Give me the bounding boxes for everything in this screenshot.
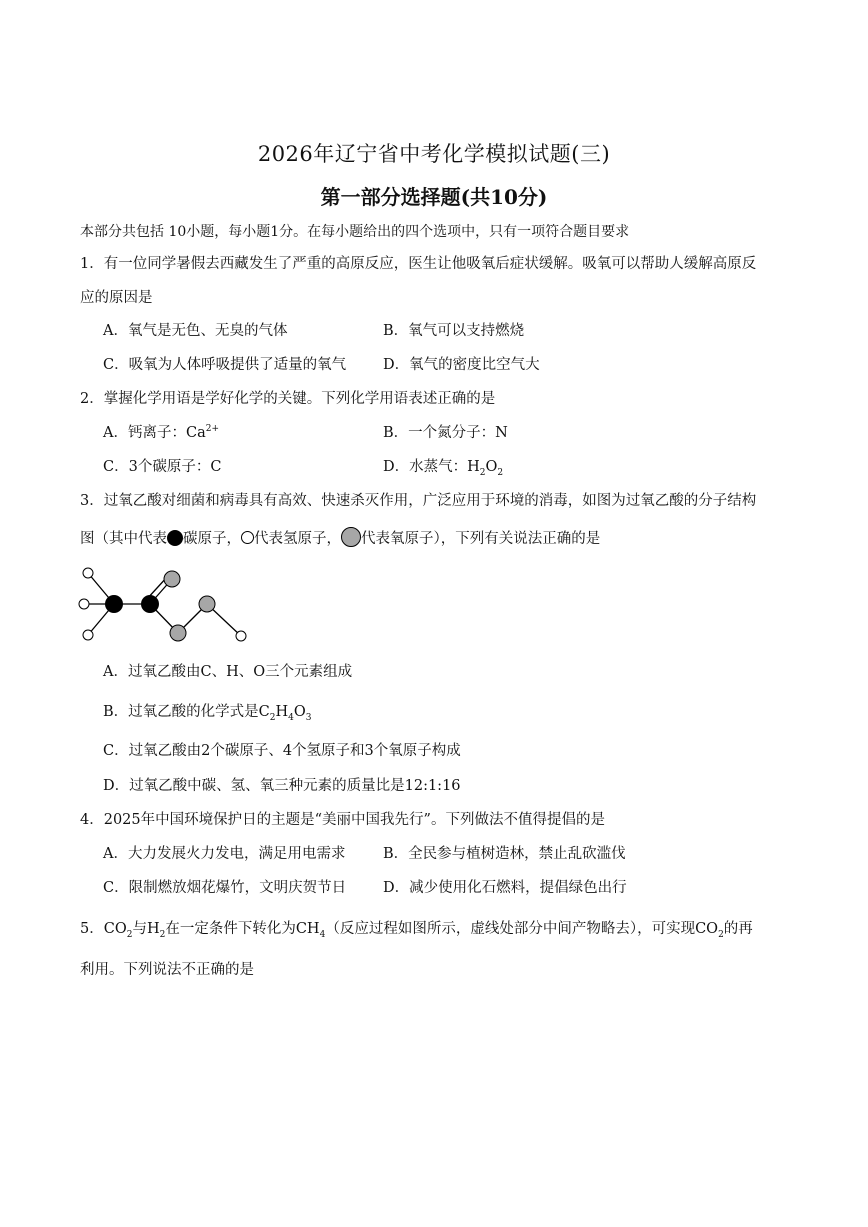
q3-option-b-sub2: 4 [288, 712, 294, 723]
carbon-atom [105, 595, 123, 613]
q1-option-a: A．氧气是无色、无臭的气体 [103, 323, 288, 339]
q4-option-a: A．大力发展火力发电，满足用电需求 [103, 846, 346, 862]
peracetic-acid-molecule-diagram [74, 566, 254, 648]
q3-option-d: D．过氧乙酸中碳、氢、氧三种元素的质量比是12:1:16 [103, 778, 461, 794]
q5-part1: 5．CO [80, 921, 127, 937]
q5-stem-line2: 利用。下列说法不正确的是 [80, 962, 254, 978]
q5-sub3: 4 [319, 929, 326, 940]
q5-part2: 与H [132, 921, 160, 937]
q3-stem-part2: 碳原子， [183, 531, 241, 547]
q1-option-b: B．氧气可以支持燃烧 [383, 323, 525, 339]
q5-sub4: 2 [718, 929, 724, 940]
oxygen-atom [199, 596, 215, 612]
q3-option-b-text: B．过氧乙酸的化学式是C [103, 704, 270, 720]
q3-option-c: C．过氧乙酸由2个碳原子、4个氢原子和3个氧原子构成 [103, 743, 461, 759]
q5-part5: 的再 [723, 921, 753, 937]
q1-option-c: C．吸氧为人体呼吸提供了适量的氧气 [103, 357, 347, 373]
oxygen-atom [164, 571, 180, 587]
q3-option-b-sub3: 3 [305, 712, 312, 723]
q1-stem-line1: 1．有一位同学暑假去西藏发生了严重的高原反应，医生让他吸氧后症状缓解。吸氧可以帮助人缓解高原反 [80, 256, 757, 272]
q2-option-c: C．3个碳原子：C [103, 459, 222, 475]
oxygen-atom-icon [341, 527, 361, 547]
hydrogen-atom-icon [241, 531, 254, 544]
q1-option-d: D．氧气的密度比空气大 [383, 357, 540, 373]
hydrogen-atom [79, 599, 89, 609]
q3-stem-part1: 图（其中代表 [80, 531, 167, 547]
q2-option-b: B．一个氮分子：N [383, 425, 508, 441]
q3-stem-line1: 3．过氧乙酸对细菌和病毒具有高效、快速杀灭作用，广泛应用于环境的消毒，如图为过氧乙酸的分子结构 [80, 493, 757, 509]
q2-stem: 2．掌握化学用语是学好化学的关键。下列化学用语表述正确的是 [80, 391, 496, 407]
q5-part3: 在一定条件下转化为CH [165, 921, 320, 937]
section-title: 第一部分选择题(共10分) [320, 185, 548, 209]
q3-option-b-sub1: 2 [269, 712, 276, 723]
hydrogen-atom [236, 631, 246, 641]
exam-title: 2026年辽宁省中考化学模拟试题(三) [257, 142, 611, 166]
hydrogen-atom [83, 630, 93, 640]
q2-option-d-sub1: 2 [479, 467, 486, 478]
q5-sub1: 2 [126, 929, 133, 940]
hydrogen-atom [83, 568, 93, 578]
q3-option-b-h: H [275, 704, 289, 720]
q3-stem-part4: 代表氧原子），下列有关说法正确的是 [361, 531, 601, 547]
q2-option-a [103, 421, 219, 442]
q2-option-d-mid: O [485, 459, 498, 475]
q4-option-b: B．全民参与植树造林，禁止乱砍滥伐 [383, 846, 626, 862]
q4-option-d: D．减少使用化石燃料，提倡绿色出行 [383, 880, 627, 896]
q5-part4: （反应过程如图所示，虚线处部分中间产物略去），可实现CO [325, 921, 719, 937]
q3-stem-line2 [80, 527, 600, 548]
q3-option-a: A．过氧乙酸由C、H、O三个元素组成 [103, 664, 353, 680]
q2-option-d-sub2: 2 [497, 467, 504, 478]
oxygen-atom [170, 625, 186, 641]
q2-option-d [383, 455, 503, 478]
q3-option-b [103, 700, 312, 723]
q3-option-b-o: O [293, 704, 306, 720]
carbon-atom-icon [167, 530, 183, 546]
carbon-atom [141, 595, 159, 613]
section-intro: 本部分共包括 10小题，每小题1分。在每小题给出的四个选项中，只有一项符合题目要求 [80, 224, 630, 240]
q2-option-a-text: A．钙离子：Ca [103, 425, 206, 441]
q2-option-d-text: D．水蒸气：H [383, 459, 480, 475]
q4-option-c: C．限制燃放烟花爆竹，文明庆贺节日 [103, 880, 347, 896]
q5-sub2: 2 [159, 929, 166, 940]
q5-stem-line1 [80, 917, 753, 940]
q1-stem-line2: 应的原因是 [80, 290, 153, 306]
q4-stem: 4．2025年中国环境保护日的主题是“美丽中国我先行”。下列做法不值得提倡的是 [80, 812, 605, 828]
q2-option-a-charge: 2+ [205, 424, 219, 435]
q3-stem-part3: 代表氢原子， [254, 531, 341, 547]
